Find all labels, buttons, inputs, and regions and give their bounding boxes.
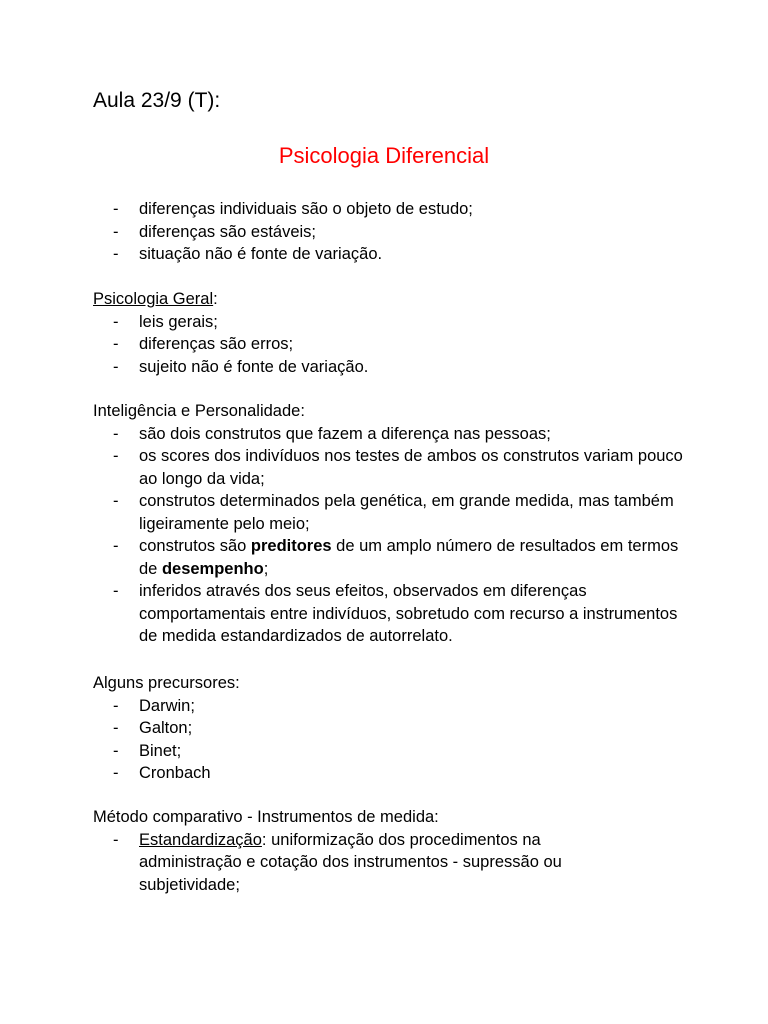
- list-item-text: construtos são: [139, 537, 251, 555]
- list-item-text: os scores dos indivíduos nos testes de ambos os construtos variam pouco ao longo da vida;: [139, 447, 683, 488]
- dash-marker: -: [113, 764, 119, 782]
- inteligencia-list: [93, 423, 683, 648]
- dash-marker: -: [113, 222, 119, 241]
- intro-list: [93, 198, 713, 266]
- document-title: Psicologia Diferencial: [278, 143, 490, 168]
- dash-marker: -: [113, 741, 119, 760]
- list-item: [93, 762, 713, 785]
- list-item: [93, 221, 713, 244]
- list-item-text: Galton;: [139, 719, 193, 737]
- list-item: [93, 356, 713, 379]
- dash-marker: -: [113, 335, 119, 353]
- bold-term: desempenho: [161, 559, 264, 578]
- list-item: [93, 311, 713, 334]
- underlined-term: Estandardização: [139, 830, 262, 849]
- dash-marker: -: [113, 830, 119, 849]
- list-item: [93, 717, 713, 740]
- metodo-section: [93, 806, 613, 896]
- inteligencia-section: [93, 400, 683, 648]
- list-item-text: diferenças são erros;: [139, 335, 294, 353]
- list-item-text: diferenças individuais são o objeto de estudo;: [139, 200, 473, 218]
- dash-marker: -: [113, 492, 119, 510]
- list-item-text: Binet;: [139, 741, 182, 760]
- intro-section: [93, 198, 713, 266]
- precursores-list: [93, 695, 713, 785]
- list-item: [93, 243, 713, 266]
- dash-marker: -: [113, 719, 119, 737]
- list-item-text: ;: [263, 559, 269, 578]
- dash-marker: -: [113, 424, 119, 443]
- list-item: [93, 198, 713, 221]
- dash-marker: -: [113, 357, 119, 376]
- metodo-list: [93, 829, 613, 897]
- lecture-heading: Aula 23/9 (T):: [93, 89, 221, 112]
- list-item-text: diferenças são estáveis;: [139, 222, 317, 241]
- dash-marker: -: [113, 200, 119, 218]
- list-item: [93, 445, 683, 490]
- list-item: [93, 829, 613, 897]
- section-heading: [93, 288, 713, 311]
- dash-marker: -: [113, 312, 119, 331]
- geral-list: [93, 311, 713, 379]
- list-item-text: construtos determinados pela genética, em grande medida, mas também ligeiramente pelo meio;: [139, 492, 674, 533]
- section-heading-colon: :: [213, 290, 218, 308]
- precursores-section: [93, 672, 713, 785]
- dash-marker: -: [113, 582, 119, 600]
- list-item: [93, 333, 713, 356]
- geral-section: [93, 288, 713, 378]
- list-item-text: são dois construtos que fazem a diferença nas pessoas;: [139, 424, 551, 443]
- section-heading: Alguns precursores:: [93, 674, 240, 692]
- list-item-text: Cronbach: [139, 764, 211, 782]
- dash-marker: -: [113, 537, 119, 555]
- list-item-text: sujeito não é fonte de variação.: [139, 357, 369, 376]
- dash-marker: -: [113, 696, 119, 715]
- list-item: [93, 535, 683, 580]
- list-item: [93, 580, 683, 648]
- list-item-text: inferidos através dos seus efeitos, observados em diferenças comportamentais entre indivíduos, sobretudo com recurso a instrumentos de medida estandardizados de autorrelato.: [139, 582, 678, 645]
- section-heading: Inteligência e Personalidade:: [93, 402, 305, 420]
- list-item-text: : uniformização dos procedimentos na administração e cotação dos instrumentos - supressão ou subjetividade;: [139, 830, 562, 894]
- list-item-text: de um amplo número de resultados em termos de: [139, 537, 679, 578]
- list-item: [93, 423, 683, 446]
- list-item: [93, 740, 713, 763]
- section-heading: Método comparativo - Instrumentos de medida:: [93, 808, 439, 826]
- list-item-text: situação não é fonte de variação.: [139, 245, 383, 263]
- bold-term: preditores: [250, 537, 332, 555]
- list-item-text: leis gerais;: [139, 312, 218, 331]
- list-item: [93, 490, 683, 535]
- section-heading-underlined: Psicologia Geral: [93, 290, 214, 308]
- list-item: [93, 695, 713, 718]
- dash-marker: -: [113, 245, 119, 263]
- list-item-text: Darwin;: [139, 696, 195, 715]
- dash-marker: -: [113, 447, 119, 465]
